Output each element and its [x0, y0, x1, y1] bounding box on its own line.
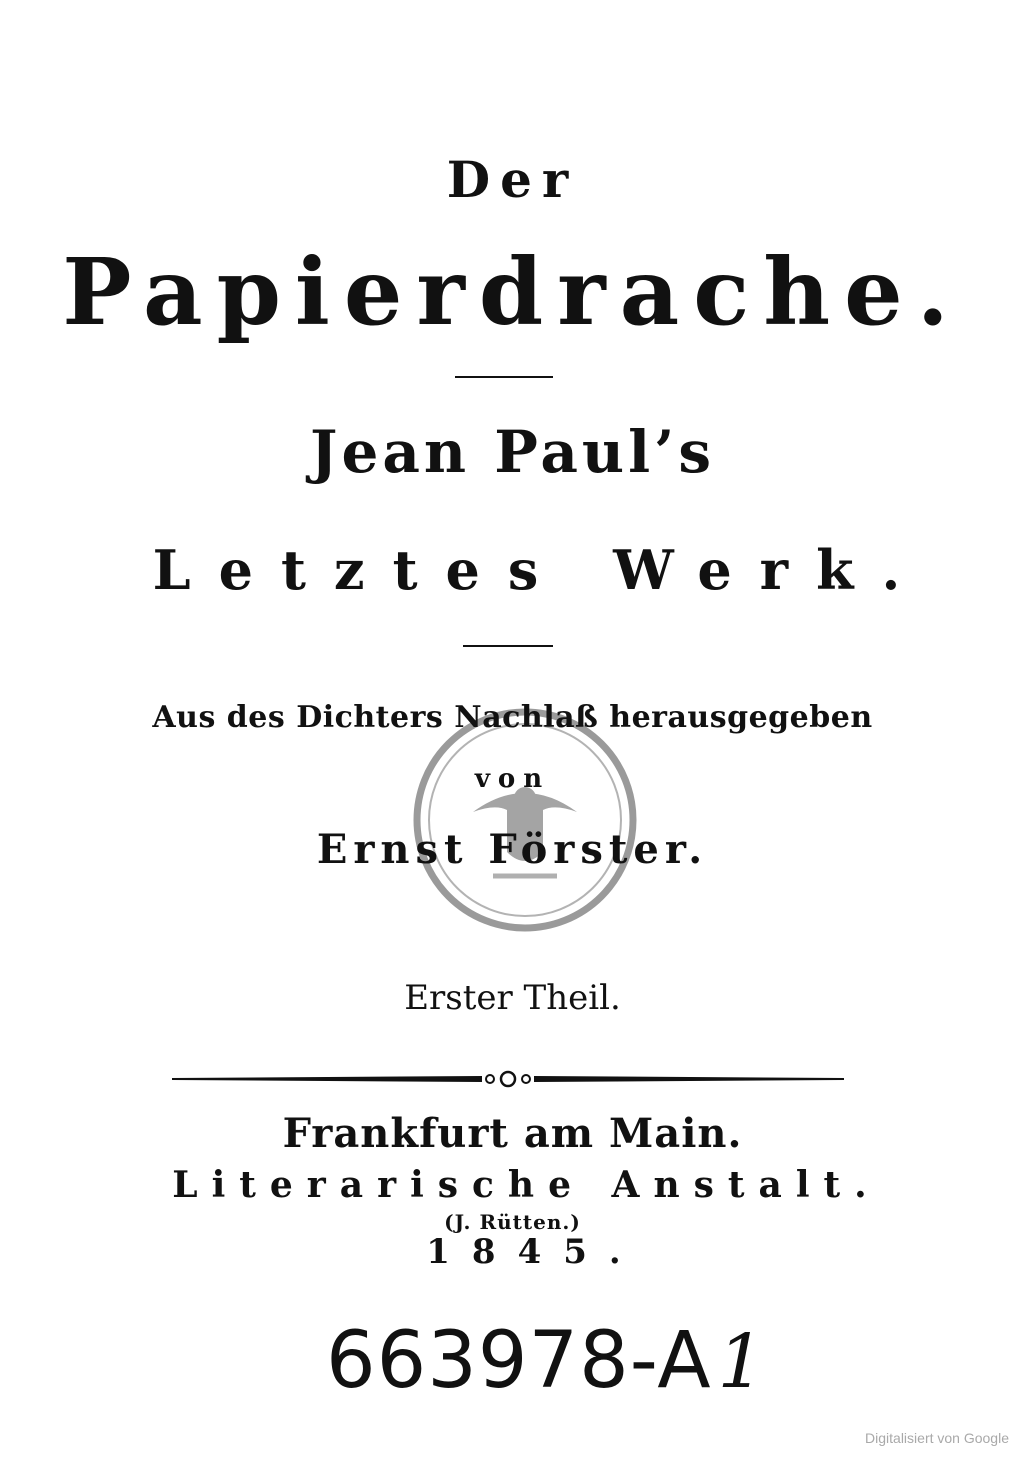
imprint-printer: (J. Rütten.): [444, 1210, 581, 1234]
imprint-city: Frankfurt am Main.: [282, 1110, 743, 1157]
library-stamp-icon: [405, 700, 645, 940]
divider: [455, 376, 553, 378]
divider: [463, 645, 553, 647]
edited-from-line: Aus des Dichters Nachlaß herausgegeben: [152, 700, 873, 735]
ornamental-rule-icon: [172, 1068, 844, 1092]
volume-mark: 1: [717, 1319, 766, 1405]
shelfmark-number: 663978-A: [326, 1316, 712, 1406]
library-shelfmark: [326, 1316, 766, 1406]
digitized-watermark: Digitalisiert von Google: [865, 1430, 1009, 1446]
part-label: Erster Theil.: [404, 978, 621, 1018]
author-line: Jean Paul’s: [310, 418, 715, 486]
imprint-publisher: Literarische Anstalt.: [172, 1164, 881, 1206]
by-line: von: [474, 764, 551, 794]
subtitle: Letztes Werk.: [152, 538, 929, 602]
editor-name: Ernst Förster.: [316, 826, 709, 873]
title-article: Der: [446, 150, 579, 209]
imprint-year: 1845.: [426, 1232, 643, 1272]
main-title: Papierdrache.: [62, 238, 963, 346]
